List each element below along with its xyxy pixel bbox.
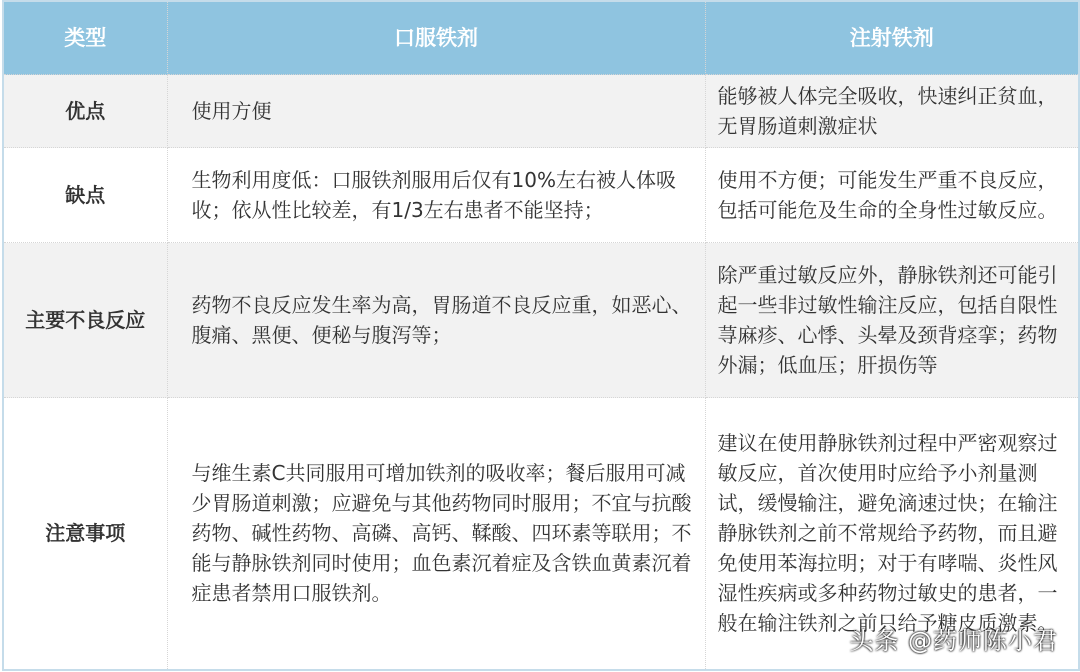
header-type: 类型 <box>3 1 167 75</box>
oral-cell: 与维生素C共同服用可增加铁剂的吸收率；餐后服用可减少胃肠道刺激；应避免与其他药物同时服用；不宜与抗酸药物、碱性药物、高磷、高钙、鞣酸、四环素等联用；不能与静脉铁剂同时使用；血色素沉着症及含铁血黄素沉着症患者禁用口服铁剂。 <box>167 398 705 670</box>
header-injection: 注射铁剂 <box>705 1 1079 75</box>
row-type: 主要不良反应 <box>3 243 167 398</box>
watermark: 头条 @药师陈小君 <box>849 627 1058 655</box>
oral-cell: 生物利用度低：口服铁剂服用后仅有10%左右被人体吸收；依从性比较差，有1/3左右患者不能坚持； <box>167 148 705 243</box>
oral-cell: 使用方便 <box>167 75 705 148</box>
header-oral: 口服铁剂 <box>167 1 705 75</box>
table-row <box>3 148 1079 243</box>
injection-cell: 除严重过敏反应外，静脉铁剂还可能引起一些非过敏性输注反应，包括自限性荨麻疹、心悸、头晕及颈背痉挛；药物外漏；低血压；肝损伤等 <box>705 243 1079 398</box>
row-type: 优点 <box>3 75 167 148</box>
row-type: 注意事项 <box>3 398 167 670</box>
row-type: 缺点 <box>3 148 167 243</box>
injection-cell: 能够被人体完全吸收，快速纠正贫血，无胃肠道刺激症状 <box>705 75 1079 148</box>
header-row <box>3 1 1079 75</box>
oral-cell: 药物不良反应发生率为高，胃肠道不良反应重，如恶心、腹痛、黑便、便秘与腹泻等； <box>167 243 705 398</box>
iron-comparison-table <box>2 0 1080 671</box>
table-row <box>3 243 1079 398</box>
table-row <box>3 75 1079 148</box>
injection-cell: 使用不方便；可能发生严重不良反应，包括可能危及生命的全身性过敏反应。 <box>705 148 1079 243</box>
injection-cell: 建议在使用静脉铁剂过程中严密观察过敏反应，首次使用时应给予小剂量测试，缓慢输注，避免滴速过快；在输注静脉铁剂之前不常规给予药物，而且避免使用苯海拉明；对于有哮喘、炎性风湿性疾病或多种药物过敏史的患者，一般在输注铁剂之前只给予糖皮质激素。 <box>705 398 1079 670</box>
